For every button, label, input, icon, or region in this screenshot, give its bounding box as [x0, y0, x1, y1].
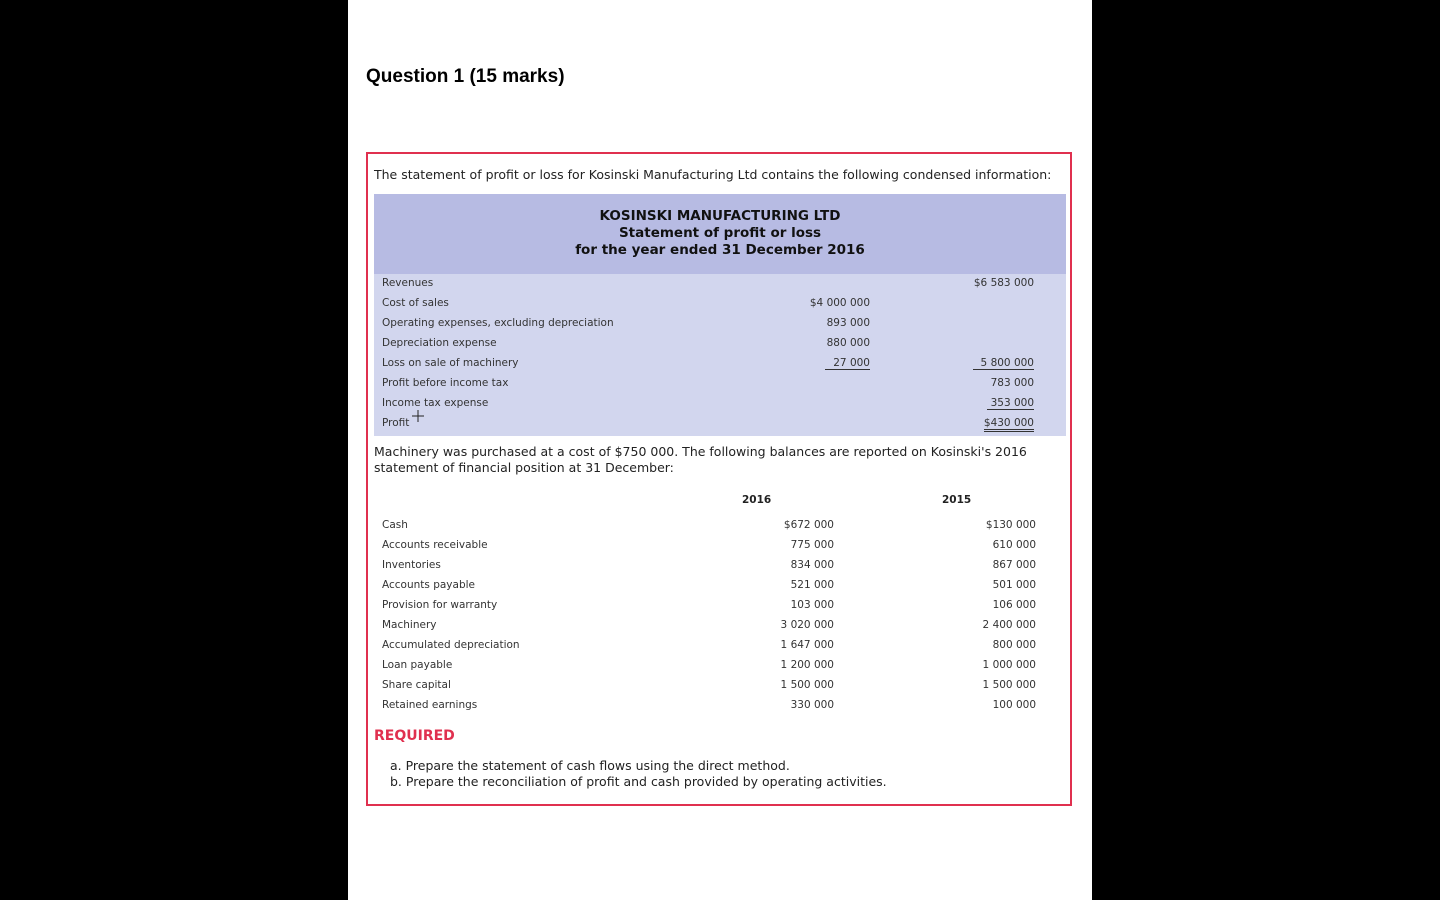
statement-row [374, 354, 1066, 374]
row-label: Profit [382, 417, 410, 429]
balance-label: Share capital [382, 679, 451, 691]
row-value-total: 783 000 [990, 377, 1034, 389]
balance-label: Cash [382, 519, 408, 531]
year-header-2016: 2016 [742, 494, 772, 506]
balance-row [374, 576, 1066, 596]
row-label: Loss on sale of machinery [382, 357, 519, 369]
statement-row [374, 314, 1066, 334]
row-value: 880 000 [826, 337, 870, 349]
balance-2016: 775 000 [790, 539, 834, 551]
balance-row [374, 696, 1066, 716]
balance-row [374, 556, 1066, 576]
statement-row [374, 334, 1066, 354]
balance-2016: 330 000 [790, 699, 834, 711]
balance-2016: 1 200 000 [780, 659, 834, 671]
task-item: b. Prepare the reconciliation of profit and cash provided by operating activities. [390, 774, 887, 789]
question-title: Question 1 (15 marks) [366, 66, 565, 87]
balance-2015: 610 000 [992, 539, 1036, 551]
document-page [348, 0, 1092, 900]
balance-row [374, 516, 1066, 536]
required-heading: REQUIRED [374, 728, 455, 744]
balance-row [374, 656, 1066, 676]
balance-2015: 1 500 000 [982, 679, 1036, 691]
balance-2016: 834 000 [790, 559, 834, 571]
row-label: Revenues [382, 277, 434, 289]
balance-label: Retained earnings [382, 699, 478, 711]
balance-label: Machinery [382, 619, 437, 631]
balance-2015: 501 000 [992, 579, 1036, 591]
crosshair-cursor-icon [412, 410, 424, 422]
statement-title: Statement of profit or loss [618, 225, 822, 241]
task-list [390, 758, 887, 790]
statement-row [374, 414, 1066, 434]
row-label: Operating expenses, excluding depreciation [382, 317, 614, 329]
machinery-paragraph: Machinery was purchased at a cost of $750 000. The following balances are reported on Kosinski's 2016 statement of financial position at 31 December: [374, 444, 1027, 475]
statement-header [374, 194, 1066, 274]
balance-2015: 800 000 [992, 639, 1036, 651]
statement-row [374, 394, 1066, 414]
balance-row [374, 596, 1066, 616]
question-box [366, 152, 1072, 806]
balance-2015: 867 000 [992, 559, 1036, 571]
balance-2015: $130 000 [985, 519, 1036, 531]
intro-text: The statement of profit or loss for Kosinski Manufacturing Ltd contains the following condensed information: [374, 167, 1052, 182]
balance-label: Accounts payable [382, 579, 475, 591]
balance-2016: 1 500 000 [780, 679, 834, 691]
row-value: 27 000 [825, 357, 870, 370]
row-label: Income tax expense [382, 397, 489, 409]
balance-label: Loan payable [382, 659, 453, 671]
balance-2016: 103 000 [790, 599, 834, 611]
statement-row [374, 294, 1066, 314]
row-value-total: $430 000 [984, 417, 1034, 432]
balance-2015: 106 000 [992, 599, 1036, 611]
balance-label: Accounts receivable [382, 539, 488, 551]
balance-2016: 1 647 000 [780, 639, 834, 651]
company-name: KOSINSKI MANUFACTURING LTD [599, 208, 841, 224]
balance-2016: $672 000 [783, 519, 834, 531]
balance-label: Accumulated depreciation [382, 639, 520, 651]
balance-2016: 521 000 [790, 579, 834, 591]
row-value-total: $6 583 000 [973, 277, 1034, 289]
task-item: a. Prepare the statement of cash flows using the direct method. [390, 758, 790, 773]
profit-loss-statement [374, 194, 1066, 436]
balance-2015: 2 400 000 [982, 619, 1036, 631]
balance-2015: 100 000 [992, 699, 1036, 711]
statement-row [374, 274, 1066, 294]
statement-row [374, 374, 1066, 394]
balance-row [374, 536, 1066, 556]
row-label: Depreciation expense [382, 337, 497, 349]
balance-row [374, 616, 1066, 636]
balance-row [374, 676, 1066, 696]
row-label: Cost of sales [382, 297, 449, 309]
row-label: Profit before income tax [382, 377, 509, 389]
balance-label: Provision for warranty [382, 599, 498, 611]
balance-row [374, 636, 1066, 656]
row-value-total: 5 800 000 [973, 357, 1034, 370]
year-header-2015: 2015 [942, 494, 972, 506]
balance-2015: 1 000 000 [982, 659, 1036, 671]
balance-label: Inventories [382, 559, 441, 571]
row-value-total: 353 000 [987, 397, 1034, 410]
row-value: $4 000 000 [809, 297, 870, 309]
statement-period: for the year ended 31 December 2016 [575, 242, 865, 258]
row-value: 893 000 [826, 317, 870, 329]
balance-2016: 3 020 000 [780, 619, 834, 631]
